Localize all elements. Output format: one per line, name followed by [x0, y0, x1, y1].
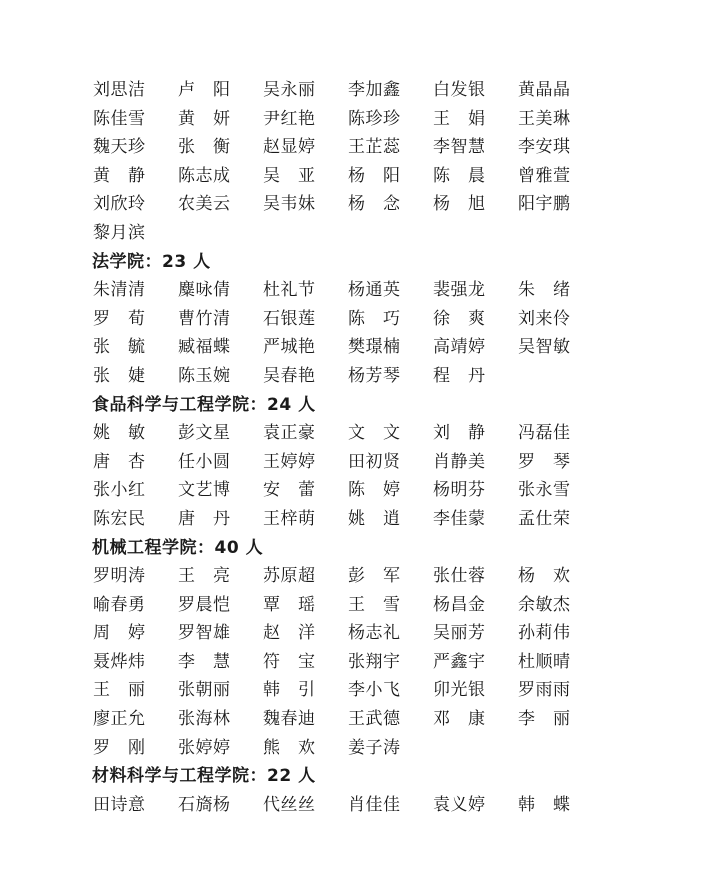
person-name: 张 婕	[93, 365, 146, 386]
person-name: 袁义婷	[433, 794, 486, 815]
person-name: 田诗意	[93, 794, 146, 815]
person-name: 赵 洋	[263, 623, 316, 644]
person-name: 唐 丹	[178, 508, 231, 529]
name-row	[0, 133, 704, 162]
person-name: 罗晨恺	[178, 594, 231, 615]
person-name: 廖正允	[93, 709, 146, 730]
person-name: 罗雨雨	[518, 680, 571, 701]
person-name: 杜礼节	[263, 280, 316, 301]
person-name: 张 毓	[93, 337, 146, 358]
name-row	[0, 791, 704, 820]
person-name: 肖静美	[433, 451, 486, 472]
person-name: 石银莲	[263, 308, 316, 329]
person-name: 符 宝	[263, 651, 316, 672]
person-name: 王梓萌	[263, 508, 316, 529]
person-name: 田初贤	[348, 451, 401, 472]
name-row	[0, 305, 704, 334]
person-name: 李加鑫	[348, 80, 401, 100]
person-name: 姜子涛	[348, 737, 401, 758]
name-row	[0, 476, 704, 505]
person-name: 李智慧	[433, 137, 486, 158]
person-name: 安 蕾	[263, 480, 316, 501]
person-name: 刘 静	[433, 423, 486, 444]
person-name: 严鑫宇	[433, 651, 486, 672]
person-name: 王 亮	[178, 566, 231, 587]
person-name: 杨 欢	[518, 566, 571, 587]
person-name: 李安琪	[518, 137, 571, 158]
person-name: 喻春勇	[93, 594, 146, 615]
person-name: 罗明涛	[93, 566, 146, 587]
person-name: 刘思洁	[93, 80, 146, 100]
person-name: 杨 旭	[433, 194, 486, 215]
name-row	[0, 734, 704, 763]
name-row	[0, 333, 704, 362]
person-name: 陈 巧	[348, 308, 401, 329]
name-list-document	[0, 76, 704, 819]
person-name: 张永雪	[518, 480, 571, 501]
name-row	[0, 162, 704, 191]
person-name: 张朝丽	[178, 680, 231, 701]
person-name: 黎月滨	[93, 222, 146, 243]
name-row	[0, 448, 704, 477]
person-name: 聂烨炜	[93, 651, 146, 672]
person-name: 张翔宇	[348, 651, 401, 672]
person-name: 熊 欢	[263, 737, 316, 758]
person-name: 袁正豪	[263, 423, 316, 444]
person-name: 吴 亚	[263, 165, 316, 186]
person-name: 彭文星	[178, 423, 231, 444]
person-name: 吴丽芳	[433, 623, 486, 644]
person-name: 朱 绪	[518, 280, 571, 301]
name-row	[0, 105, 704, 134]
person-name: 文 文	[348, 423, 401, 444]
person-name: 姚 逍	[348, 508, 401, 529]
person-name: 陈 晨	[433, 165, 486, 186]
person-name: 黄晶晶	[518, 80, 571, 100]
person-name: 代丝丝	[263, 794, 316, 815]
person-name: 卯光银	[433, 680, 486, 701]
person-name: 王婷婷	[263, 451, 316, 472]
person-name: 王 娟	[433, 108, 486, 129]
person-name: 陈玉婉	[178, 365, 231, 386]
person-name: 邓 康	[433, 709, 486, 730]
person-name: 张海林	[178, 709, 231, 730]
person-name: 冯磊佳	[518, 423, 571, 444]
person-name: 陈 婷	[348, 480, 401, 501]
person-name: 罗智雄	[178, 623, 231, 644]
section-heading: 食品科学与工程学院：24 人	[92, 394, 316, 415]
person-name: 杨 念	[348, 194, 401, 215]
person-name: 黄 静	[93, 165, 146, 186]
name-row	[0, 562, 704, 591]
section-heading: 法学院：23 人	[92, 251, 211, 272]
person-name: 朱清清	[93, 280, 146, 301]
person-name: 麋咏倩	[178, 280, 231, 301]
person-name: 吴智敏	[518, 337, 571, 358]
person-name: 李 丽	[518, 709, 571, 730]
person-name: 李 慧	[178, 651, 231, 672]
person-name: 李佳蒙	[433, 508, 486, 529]
person-name: 杨志礼	[348, 623, 401, 644]
person-name: 高靖婷	[433, 337, 486, 358]
name-row	[0, 591, 704, 620]
person-name: 杨通英	[348, 280, 401, 301]
person-name: 魏天珍	[93, 137, 146, 158]
person-name: 苏原超	[263, 566, 316, 587]
person-name: 陈志成	[178, 165, 231, 186]
person-name: 白发银	[433, 80, 486, 100]
person-name: 刘欣玲	[93, 194, 146, 215]
person-name: 陈珍珍	[348, 108, 401, 129]
person-name: 罗 荀	[93, 308, 146, 329]
person-name: 韩 蝶	[518, 794, 571, 815]
person-name: 孟仕荣	[518, 508, 571, 529]
person-name: 尹红艳	[263, 108, 316, 129]
section-heading: 材料科学与工程学院：22 人	[92, 766, 316, 787]
person-name: 韩 引	[263, 680, 316, 701]
person-name: 杨 阳	[348, 165, 401, 186]
person-name: 徐 爽	[433, 308, 486, 329]
person-name: 严城艳	[263, 337, 316, 358]
person-name: 王芷蕊	[348, 137, 401, 158]
name-row	[0, 76, 704, 105]
person-name: 唐 杏	[93, 451, 146, 472]
name-row	[0, 648, 704, 677]
person-name: 魏春迪	[263, 709, 316, 730]
person-name: 杨昌金	[433, 594, 486, 615]
person-name: 吴永丽	[263, 80, 316, 100]
person-name: 程 丹	[433, 365, 486, 386]
person-name: 姚 敏	[93, 423, 146, 444]
person-name: 农美云	[178, 194, 231, 215]
person-name: 张婷婷	[178, 737, 231, 758]
person-name: 卢 阳	[178, 80, 231, 100]
person-name: 王武德	[348, 709, 401, 730]
person-name: 杜顺晴	[518, 651, 571, 672]
person-name: 彭 军	[348, 566, 401, 587]
name-row	[0, 505, 704, 534]
person-name: 王 雪	[348, 594, 401, 615]
person-name: 张小红	[93, 480, 146, 501]
person-name: 罗 刚	[93, 737, 146, 758]
name-row	[0, 419, 704, 448]
person-name: 陈宏民	[93, 508, 146, 529]
person-name: 石旖杨	[178, 794, 231, 815]
person-name: 曾雅萱	[518, 165, 571, 186]
person-name: 阳宇鹏	[518, 194, 571, 215]
person-name: 任小圆	[178, 451, 231, 472]
name-row	[0, 619, 704, 648]
person-name: 王 丽	[93, 680, 146, 701]
person-name: 杨明芬	[433, 480, 486, 501]
name-row	[0, 705, 704, 734]
person-name: 覃 瑶	[263, 594, 316, 615]
person-name: 孙莉伟	[518, 623, 571, 644]
person-name: 吴韦妹	[263, 194, 316, 215]
person-name: 杨芳琴	[348, 365, 401, 386]
person-name: 吴春艳	[263, 365, 316, 386]
person-name: 余敏杰	[518, 594, 571, 615]
name-row	[0, 219, 704, 248]
person-name: 樊璟楠	[348, 337, 401, 358]
person-name: 张仕蓉	[433, 566, 486, 587]
person-name: 臧福蝶	[178, 337, 231, 358]
section-heading: 机械工程学院：40 人	[92, 537, 264, 558]
person-name: 陈佳雪	[93, 108, 146, 129]
person-name: 周 婷	[93, 623, 146, 644]
name-row	[0, 276, 704, 305]
person-name: 裴强龙	[433, 280, 486, 301]
person-name: 黄 妍	[178, 108, 231, 129]
person-name: 刘来伶	[518, 308, 571, 329]
person-name: 张 衡	[178, 137, 231, 158]
person-name: 李小飞	[348, 680, 401, 701]
person-name: 罗 琴	[518, 451, 571, 472]
name-row	[0, 190, 704, 219]
person-name: 王美琳	[518, 108, 571, 129]
name-row	[0, 676, 704, 705]
name-row	[0, 362, 704, 391]
person-name: 曹竹清	[178, 308, 231, 329]
person-name: 赵显婷	[263, 137, 316, 158]
person-name: 文艺博	[178, 480, 231, 501]
person-name: 肖佳佳	[348, 794, 401, 815]
